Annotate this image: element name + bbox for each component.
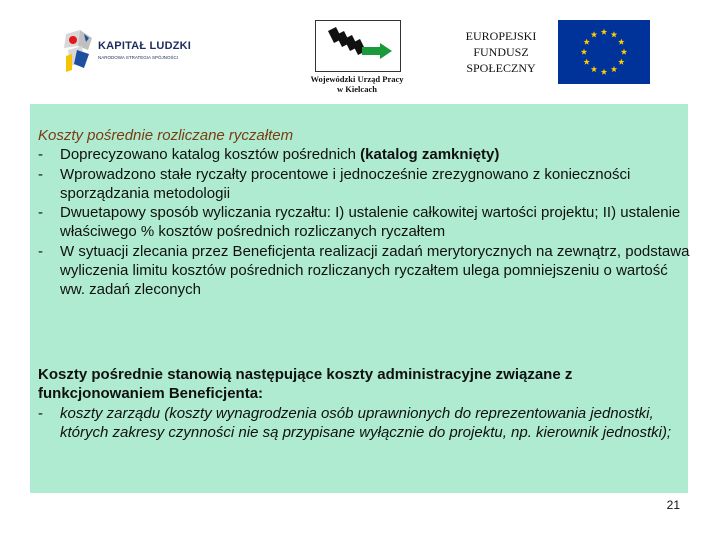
wup-arrow-emblem-icon (316, 21, 400, 71)
page-number: 21 (666, 498, 680, 512)
list-item-text: Wprowadzono stałe ryczałty procentowe i jednocześnie zrezygnowano z konieczności sporządzania metodologii (60, 165, 631, 202)
wup-logo (300, 18, 440, 94)
kapital-ludzki-title: KAPITAŁ LUDZKI (98, 40, 192, 52)
list-dash: - (38, 204, 43, 222)
list-item-text: Doprecyzowano katalog kosztów pośrednich (60, 146, 361, 164)
list-item (38, 404, 690, 443)
kapital-ludzki-subtitle: NARODOWA STRATEGIA SPÓJNOŚCI (98, 55, 179, 60)
list-item (38, 145, 690, 164)
list-item (38, 242, 690, 300)
section-heading: Koszty pośrednie stanowią następujące koszty administracyjne związane z funkcjonowaniem Beneficjenta: (38, 366, 573, 403)
eu-label-line2: FUNDUSZ (473, 45, 529, 59)
wup-emblem-box (315, 20, 401, 72)
eu-flag-icon (558, 20, 650, 84)
list-item-bold-text: (katalog zamknięty) (360, 146, 500, 164)
list-dash: - (38, 242, 43, 260)
list-dash: - (38, 404, 43, 422)
list-dash: - (38, 165, 43, 183)
kapital-ludzki-emblem-icon (62, 28, 96, 74)
wup-name: Wojewódzki Urząd Pracy w Kielcach (310, 74, 404, 94)
list-item-text: Dwuetapowy sposób wyliczania ryczałtu: I) ustalenie całkowitej wartości projektu; II) ustalenie właściwego % kosztów pośrednich rozliczanych ryczałtem (60, 204, 681, 241)
section-indirect-costs-flat-rate (38, 126, 690, 300)
list-item-text: W sytuacji zlecania przez Beneficjenta realizacji zadań merytorycznych na zewnątrz, podstawa wyliczenia limitu kosztów pośrednich rozliczanych ryczałtem ulega pomniejszeniu o wartość ww. zadań zleconych (60, 242, 690, 299)
section-administrative-costs (38, 365, 690, 442)
list-dash: - (38, 146, 43, 164)
eu-label-line3: SPOŁECZNY (466, 61, 536, 75)
eu-fund-label (448, 28, 554, 76)
section-heading: Koszty pośrednie rozliczane ryczałtem (38, 127, 294, 144)
list-item (38, 165, 690, 204)
list-item-text: koszty zarządu (koszty wynagrodzenia osób uprawnionych do reprezentowania jednostki, których zakresy czynności nie są przypisane wyłącznie do projektu, np. kierownik jednostki); (60, 404, 672, 441)
eu-label-line1: EUROPEJSKI (465, 29, 537, 43)
kapital-ludzki-logo (62, 26, 202, 78)
list-item (38, 203, 690, 242)
